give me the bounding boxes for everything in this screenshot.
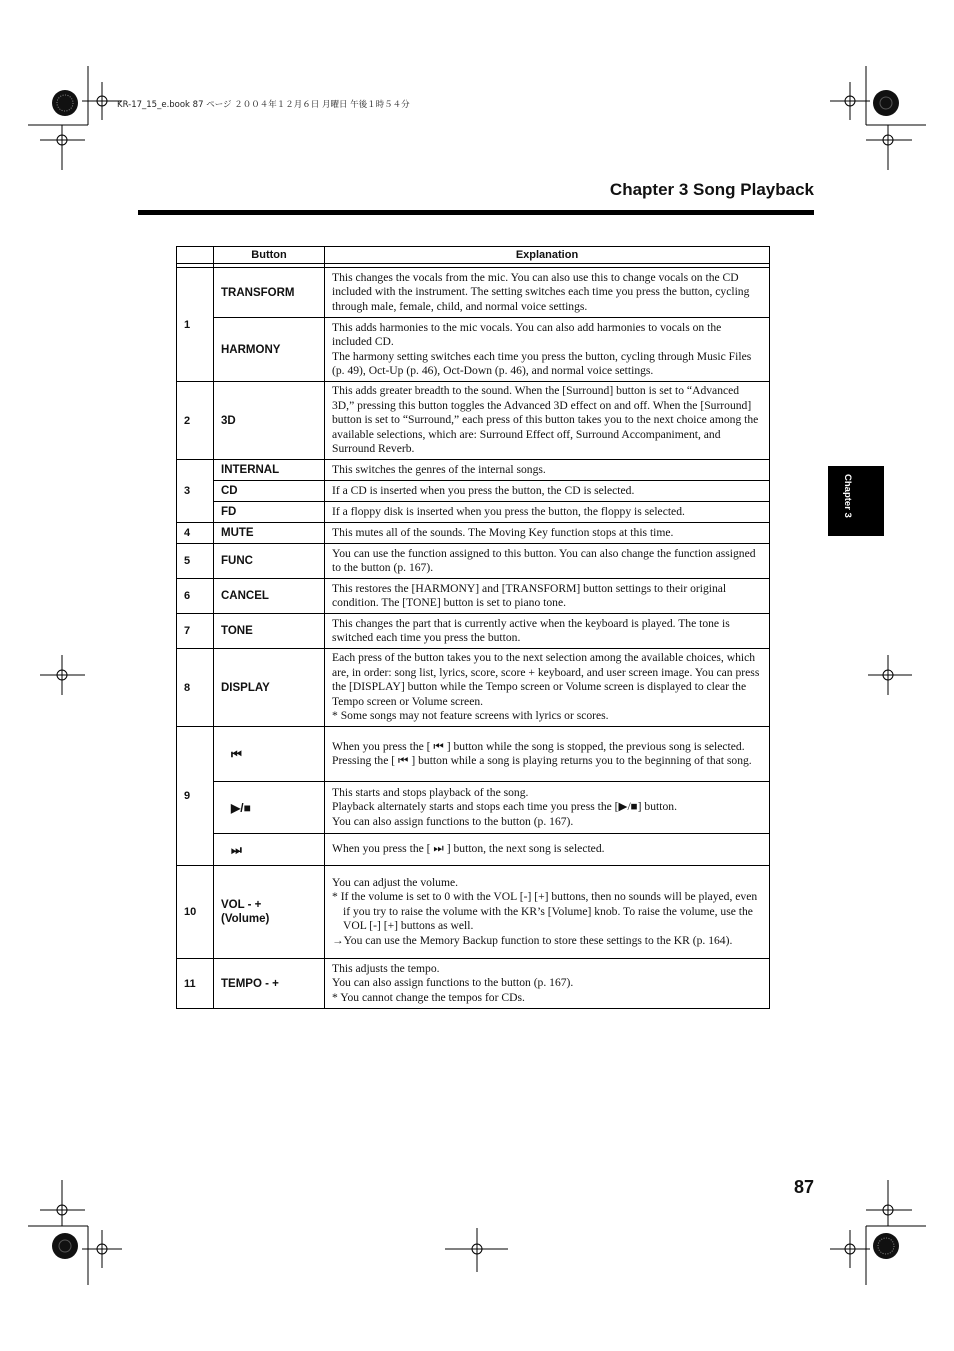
button-name: TRANSFORM <box>214 268 325 318</box>
row-number: 10 <box>177 866 214 959</box>
explanation-line: If a CD is inserted when you press the button, the CD is selected. <box>332 483 635 497</box>
button-name: TONE <box>214 614 325 649</box>
explanation-line: This adds greater breadth to the sound. When the [Surround] button is set to “Advanced 3D,” pressing this button toggles the Advanced 3D effect on and off. When the [Surround] button is set to “Surround,” each press of this button takes you to the next choice among the available selections, which are: Surround Effect off, Surround Accompaniment, and Surround Reverb. <box>332 384 759 456</box>
row-number: 2 <box>177 382 214 460</box>
table-row <box>177 959 770 1009</box>
explanation-note: →You can use the Memory Backup function to store these settings to the KR (p. 164). <box>332 933 733 947</box>
button-name: INTERNAL <box>214 460 325 481</box>
row-number: 8 <box>177 649 214 727</box>
table-row <box>177 649 770 727</box>
explanation <box>325 834 770 866</box>
explanation-line: The harmony setting switches each time you press the button, cycling through Music Files (p. 49), Oct-Up (p. 46), Oct-Down (p. 46), and normal voice settings. <box>332 349 752 377</box>
explanation <box>325 727 770 782</box>
button-name: FD <box>214 502 325 523</box>
explanation-note: * Some songs may not feature screens with lyrics or scores. <box>332 709 609 723</box>
button-name: CD <box>214 481 325 502</box>
explanation-line: You can also assign functions to the button (p. 167). <box>332 976 574 990</box>
button-name: TEMPO - + <box>214 959 325 1009</box>
table-row <box>177 502 770 523</box>
button-name: MUTE <box>214 523 325 544</box>
explanation-line: Playback alternately starts and stops each time you press the [▶/■] button. <box>332 800 677 814</box>
explanation <box>325 959 770 1009</box>
explanation <box>325 502 770 523</box>
explanation <box>325 523 770 544</box>
explanation <box>325 649 770 727</box>
explanation <box>325 782 770 834</box>
explanation-line: Each press of the button takes you to the next selection among the available choices, which are, in order: song list, lyrics, score, score + keyboard, and user screen image. You can press the [DISPLAY] button while the Tempo screen or Volume screen is displayed to clear the Tempo screen or Volume screen. <box>332 651 760 708</box>
header-button: Button <box>214 247 325 264</box>
explanation-line: This adds harmonies to the mic vocals. You can also add harmonies to vocals on the included CD. <box>332 320 722 348</box>
table-row <box>177 579 770 614</box>
explanation-line: This adjusts the tempo. <box>332 961 440 975</box>
header-explanation: Explanation <box>325 247 770 264</box>
row-number: 11 <box>177 959 214 1009</box>
explanation <box>325 866 770 959</box>
button-name: HARMONY <box>214 318 325 382</box>
button-name: 3D <box>214 382 325 460</box>
button-name: DISPLAY <box>214 649 325 727</box>
explanation-line: If a floppy disk is inserted when you press the button, the floppy is selected. <box>332 504 685 518</box>
explanation-line: You can adjust the volume. <box>332 875 459 889</box>
explanation <box>325 460 770 481</box>
explanation <box>325 382 770 460</box>
row-number: 3 <box>177 460 214 523</box>
chapter-side-tab-label: Chapter 3 <box>842 474 853 518</box>
table-row <box>177 614 770 649</box>
explanation <box>325 579 770 614</box>
table-row <box>177 318 770 382</box>
explanation-line: You can also assign functions to the button (p. 167). <box>332 814 574 828</box>
table-row <box>177 782 770 834</box>
explanation <box>325 318 770 382</box>
explanation-line: When you press the [ ⏮ ] button while the song is stopped, the previous song is selected. Pressing the [ ⏮ ] button while a song is playing returns you to the beginning of that song. <box>332 739 752 767</box>
chapter-title: Chapter 3 Song Playback <box>609 180 814 199</box>
row-number: 4 <box>177 523 214 544</box>
table-row <box>177 523 770 544</box>
button-name: CANCEL <box>214 579 325 614</box>
table-row <box>177 460 770 481</box>
explanation-line: This starts and stops playback of the song. <box>332 785 529 799</box>
table-header-row <box>177 247 770 264</box>
explanation-note: * If the volume is set to 0 with the VOL [-] [+] buttons, then no sounds will be played, even if you try to raise the volume with the KR’s [Volume] knob. To raise the volume, use the VOL [-] [+] buttons as well. <box>332 890 758 933</box>
page-number: 87 <box>793 1177 814 1197</box>
explanation-line: This restores the [HARMONY] and [TRANSFORM] button settings to their original condition. The [TONE] button is set to piano tone. <box>332 581 727 609</box>
button-table <box>176 246 770 1009</box>
button-name: VOL - + (Volume) <box>214 866 325 959</box>
button-name: ⏭ <box>214 834 325 866</box>
table-row <box>177 727 770 782</box>
explanation-line: This changes the vocals from the mic. You can also use this to change vocals on the CD included with the instrument. The setting switches each time you press the button, cycling through male, female, child, and normal voice settings. <box>332 270 750 313</box>
explanation-line: This switches the genres of the internal songs. <box>332 462 546 476</box>
table-row <box>177 866 770 959</box>
table-row <box>177 481 770 502</box>
table-row <box>177 268 770 318</box>
row-number: 5 <box>177 544 214 579</box>
row-number: 7 <box>177 614 214 649</box>
explanation-line: You can use the function assigned to this button. You can also change the function assigned to the button (p. 167). <box>332 546 756 574</box>
row-number: 9 <box>177 727 214 866</box>
explanation <box>325 544 770 579</box>
header-blank <box>177 247 214 264</box>
explanation-line: This changes the part that is currently active when the keyboard is played. The tone is switched each time you press the button. <box>332 616 730 644</box>
button-name: ⏮ <box>214 727 325 782</box>
print-header: KR-17_15_e.book 87 ページ ２００４年１２月６日 月曜日 午後１時５４分 <box>117 100 410 110</box>
table-row <box>177 544 770 579</box>
row-number: 6 <box>177 579 214 614</box>
row-number: 1 <box>177 268 214 382</box>
explanation-line: When you press the [ ⏭ ] button, the next song is selected. <box>332 842 605 856</box>
explanation <box>325 268 770 318</box>
explanation <box>325 481 770 502</box>
button-name: ▶/■ <box>214 782 325 834</box>
button-name: FUNC <box>214 544 325 579</box>
explanation <box>325 614 770 649</box>
explanation-line: This mutes all of the sounds. The Moving Key function stops at this time. <box>332 525 674 539</box>
table-row <box>177 382 770 460</box>
explanation-note: * You cannot change the tempos for CDs. <box>332 990 525 1004</box>
table-row <box>177 834 770 866</box>
